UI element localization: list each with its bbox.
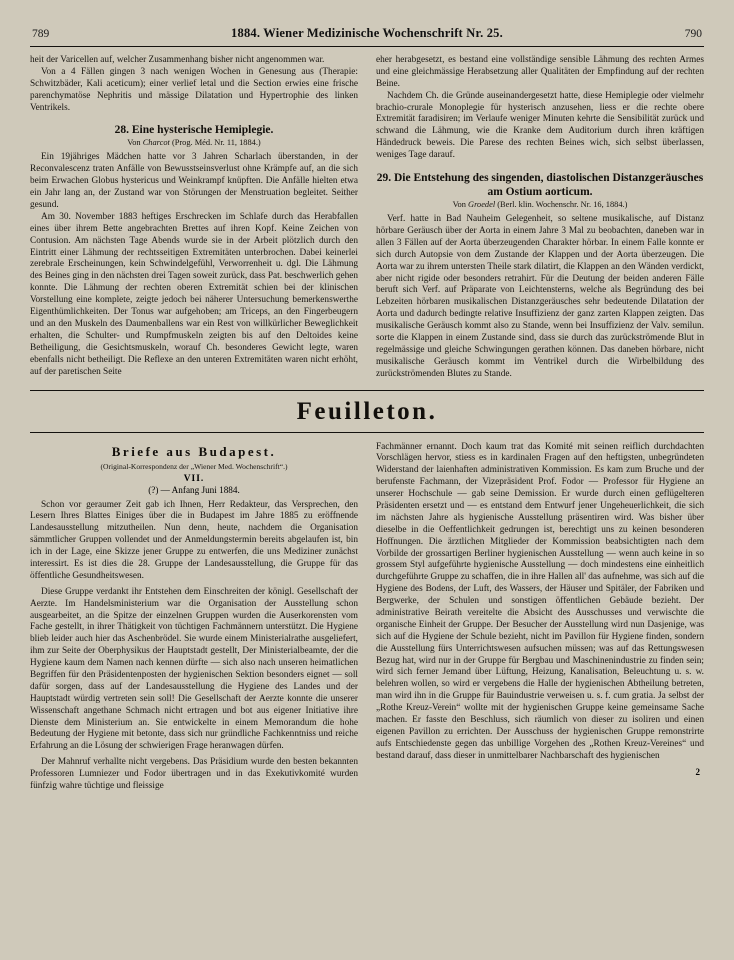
paragraph: Verf. hatte in Bad Nauheim Gelegenheit, so seltene musikalische, auf Distanz hörbare Geräusch über der Aorta in einem Jahre 3 Mal zu beobachten, daneben war in allen 3 Fällen auf der Aorta überzeugenden Charakter hörbar. In einem Falle konnte er sich durch Autopsie von dem Zustande der Klappen und der Aorta überzeugen. Die Aorta war zu ihrem untersten Theile stark dilatirt, die Klappen an den Wänden verdickt, aber nicht rigide oder besonders retrahirt. Für die Deutung der beiden anderen Fälle beruft sich Verf. auf Präparate von Leichtensterns, welche als Begründung des bei Lebzeiten hörbaren musikalischen Distanzgeräusches sehr bedeutende Dilatation der Aorta und dadurch bedingte relative Insuffizienz der ganz zarten Klappen zeigten. Das musikalische Geräusch kommt also zu Stande, wenn bei Insuffizienz der Valv. semilun. sorte die Klappen in einem Zustande sind, dass sie durch das zurückströmende Blut in regelmässige und gleiche Schwingungen gerathen können. Das daneben hörbare, nicht musikalische Geräusch kommt im Ventrikel durch die Wirbelbildung des zurückströmenden Blutes zu Stande. [376, 214, 704, 379]
byline-source: (Berl. klin. Wochenschr. Nr. 16, 1884.) [495, 200, 628, 210]
paragraph: Am 30. November 1883 heftiges Erschrecken im Schlafe durch das Herabfallen eines über ihrem Bette angebrachten Brettes auf ihren Kopf. Keine Zeichen von Contusion. Am nächsten Tage Abends wurde sie in der Arbeit plötzlich durch den Eintritt einer Lähmung der rechtsseitigen Extremitäten unterbrochen. Dabei keinerlei zerebrale Erscheinungen, kein Schwindelgefühl, Verworrenheit u. dgl. Die Lähmung des Beines ging in den nächsten drei Tagen soweit zurück, dass Pat. beschwerlich gehen konnte. Die Lähmung der rechten oberen Extremität schien bei der klinischen Vorstellung eine komplete, zeigte jedoch bei näherer Untersuchung bemerkenswerthe Eigenthümlichkeiten. Der Tonus war aufgehoben; am Triceps, an den Fingerbeugern und an den Muskeln des Daumenballens war ein Rest von willkürlicher Beweglichkeit erhalten, die Schulter- und Rumpfmuskeln zeigten bis auf den Deltoides keine Betheiligung, die Gesichtsmuskeln, worauf Ch. besonderes Gewicht legte, waren ebenfalls nicht betheiligt. Die Reflexe an den unteren Extremitäten waren nicht erhöht, auf der paretischen Seite [30, 211, 358, 377]
byline-prefix: Von [127, 138, 143, 148]
paragraph: Von a 4 Fällen gingen 3 nach wenigen Wochen in Genesung aus (Therapie: Schwitzbäder, Kali aceticum); einer verlief letal und die Section erwies eine frische parenchymatöse Nephritis und mässige Dilatation und Hypertrophie des linken Ventrikels. [30, 66, 358, 113]
paragraph: Diese Gruppe verdankt ihr Entstehen dem Einschreiten der königl. Gesellschaft der Aerzte. Im Handelsministerium war die Organisation der Ausstellung schon ausgearbeitet, an die Spitze der einzelnen Gruppen wurden die Auserkorensten vom Fache gestellt, in ihrer Thätigkeit von tüchtigen Fachmännern unterstützt. Die Hygiene blieb leider auch hier das Aschenbrödel. Sie wurde einem Ministerialrathe ausgeliefert, ihm zur Seite der Oberphysikus der Hauptstadt gestellt, Der Ministerialbeamte, der die Hygiene kaum dem Namen nach kennen dürfte — sich also nach unseren heimatlichen Begriffen für den Präsidentenposten der hygienischen Sektion besonders eignet — soll dafür sorgen, dass auf der Landesausstellung die Hygiene des Landes und der Hauptstadt würdig vertreten sein soll! Die Gesellschaft der Aerzte konnte die unserer Wissenschaft angethane Schmach nicht ertragen und bot aus eigener Initiative ihre Dienste dem Ministerium an. Sie entwickelte in einem Memorandum die hohe Bedeutung der Hygiene mit betonte, dass sich nur gründliche Fachkenntniss und reiche Erfahrung an die Lösung der schwierigen Frage heranwagen dürfen. [30, 586, 358, 752]
article-byline-28 [30, 138, 358, 147]
paragraph: Nachdem Ch. die Gründe auseinandergesetzt hatte, diese Hemiplegie oder vielmehr brachio-crurale Monoplegie für hysterisch anzusehen, liess er die rechte obere Extremität faradisiren; im Verlaufe weniger Minuten kehrte die Sensibilität zurück und schwand die Lähmung, wie die Kranke dem Auditorium durch ihren kräftigen Händedruck beweis. Die Parese des rechten Beines wich, sich selbst überlassen, weniges Tage darauf. [376, 90, 704, 161]
article-title-28: 28. Eine hysterische Hemiplegie. [114, 124, 274, 137]
folio-left: 789 [32, 28, 50, 40]
feuilleton-column-left [30, 442, 358, 793]
feuilleton-banner: Feuilleton. [296, 397, 438, 425]
feuilleton-number: VII. [183, 473, 205, 484]
byline-prefix: Von [452, 200, 469, 210]
byline-source: (Prog. Méd. Nr. 11, 1884.) [169, 138, 261, 148]
feuilleton-head: Briefe aus Budapest. [111, 443, 277, 459]
paragraph: eher herabgesetzt, es bestand eine vollständige sensible Lähmung des rechten Armes und eine gleichmässige Herabsetzung aller Qualitäten der Empfindung auf der rechten Beine. [376, 55, 704, 89]
paragraph: Fachmänner ernannt. Doch kaum trat das Komité mit seinen reiflich durchdachten Vorschlägen hervor, stiess es in kardinalen Fragen auf den heftigsten, unbegründeten Widerstand der laienhaften administrativen Kommission. Es kam zum Bruche und der berufenste Fachmann, der Vizepräsident Prof. Fodor — Professor für Hygiene an unserer Hochschule — gab seine Demission. Er wurde durch einen geflügelteren Präsidenten ersetzt und — es entstand dem Entwurf jener Ungeheuerlichkeit, die sich im nächsten Jahre als hygienische Ausstellung präsentiren wird. Was bisher über dieselbe in die Oeffentlichkeit gedrungen ist, berechtigt uns zu keinen besonderen Hoffnungen. Die ärztlichen Mitglieder der Kommission beabsichtigten nach dem Vorbilde der grossartigen Berliner hygienischen Ausstellung — wenn auch keine in so grossem Styl aufgeführte hygienische Ausstellung — doch mindestens eine einheitlich durchgeführte Gruppe zu schaffen, die in ihre Hallen all' das aufnehme, was sich auf die Hygiene des Bodens, der Luft, des Wassers, der Häuser und Spitäler, der Fabriken und Bergwerke, der Schulen und sonstigen öffentlichen Gebäude bezieht. Der administrative Beirath vereitelte die Absicht des Ausschusses und verwischte die organische Einheit der Gruppe. Der Besucher der Ausstellung wird nun Dasjenige, was sich auf die Hygiene der Schule bezieht, nicht im Pavillon für Hygiene finden, sondern die Ausstellung fürs Unterrichtswesen aufsuchen müssen; was auf das Rettungswesen Bezug hat, wird nur in der Gruppe für Bergbau und Maschinenindustrie zu finden sein; wird sich ferner Jemand über Lüftung, Heizung, Kanalisation, Beleuchtung u. s. w. belehren wollen, so wird er vergebens die Halle der hygienischen Abtheilung betreten, man wird ihn in die Gruppe für Bauindustrie verweisen u. s. f. cum gratia. Ja selbst der „Rothe Kreuz-Verein“ wollte mit der hygienischen Gruppe keine gemeinsame Sache machen. Er fasste den Beschluss, sich räumlich von dieser zu isoliren und einen eigenen Pavillon zu errichten. Der Ausschuss der hygienischen Gruppe remonstrirte aufs Entschiedenste gegen das unbillige Vorgehen des „Rothen Kreuz-Vereines“ und bestand darauf, dass dieser in unmittelbarer Nachbarschaft des hygienischen [376, 441, 704, 761]
paragraph: heit der Varicellen auf, welcher Zusammenhang bisher nicht angenommen war. [30, 55, 325, 65]
article-title-29: 29. Die Entstehung des singenden, diastolischen Distanzgeräusches am Ostium aorticum. [376, 172, 704, 199]
byline-author: Groedel [468, 200, 496, 210]
feuilleton-rule-top [30, 390, 704, 391]
feuilleton-column-right [376, 442, 704, 793]
page-inner [30, 26, 704, 948]
column-left [30, 55, 358, 381]
feuilleton-rule-bottom [30, 432, 704, 433]
feuilleton-columns [30, 442, 704, 793]
upper-columns [30, 55, 704, 381]
paragraph: Schon vor geraumer Zeit gab ich Ihnen, Herr Redakteur, das Versprechen, den Lesern Ihres Blattes Einiges über die in Budapest im Jahre 1885 zu eröffnende Landesausstellung mitzutheilen. Nun denn, heute, nachdem die Organisation sämmtlicher Gruppen vollendet und der Anmeldungstermin bereits abgelaufen ist, bin ich in der Lage, eine Skizze jener Gruppe zu entwerfen, die uns Mediziner zunächst interessirt. Es ist dies die 28. Gruppe der Landesausstellung, die Gruppe für das öffentliche Gesundheitswesen. [30, 499, 358, 581]
journal-title: 1884. Wiener Medizinische Wochenschrift Nr. 25. [231, 26, 503, 40]
folio-right: 790 [684, 28, 702, 40]
paragraph: Der Mahnruf verhallte nicht vergebens. Das Präsidium wurde den besten bekannten Professoren Lumniezer und Fodor übertragen und in das Exekutivkomité wurden fünfzig wahre tüchtige und fleissige [30, 757, 358, 791]
running-head [30, 26, 704, 44]
header-rule [30, 46, 704, 47]
page-signature: 2 [695, 766, 700, 777]
article-byline-29 [376, 200, 704, 209]
feuilleton-subtitle: (Original-Korrespondenz der „Wiener Med. Wochenschrift“.) [100, 461, 288, 471]
byline-author: Charcot [142, 138, 170, 148]
feuilleton-dateline: (?) — Anfang Juni 1884. [148, 484, 240, 495]
column-right [376, 55, 704, 381]
paragraph: Ein 19jähriges Mädchen hatte vor 3 Jahren Scharlach überstanden, in der Reconvalescenz traten Anfälle von Bewusstseinsverlust ohne Krämpfe auf, an die sich beim Erwachen Globus hystericus und Weinkrampf knüpften. Die Anfälle hielten etwa ein Jahr lang an, der Zustand war von Störungen der Menstruation begleitet. Seither gesund. [30, 152, 358, 211]
